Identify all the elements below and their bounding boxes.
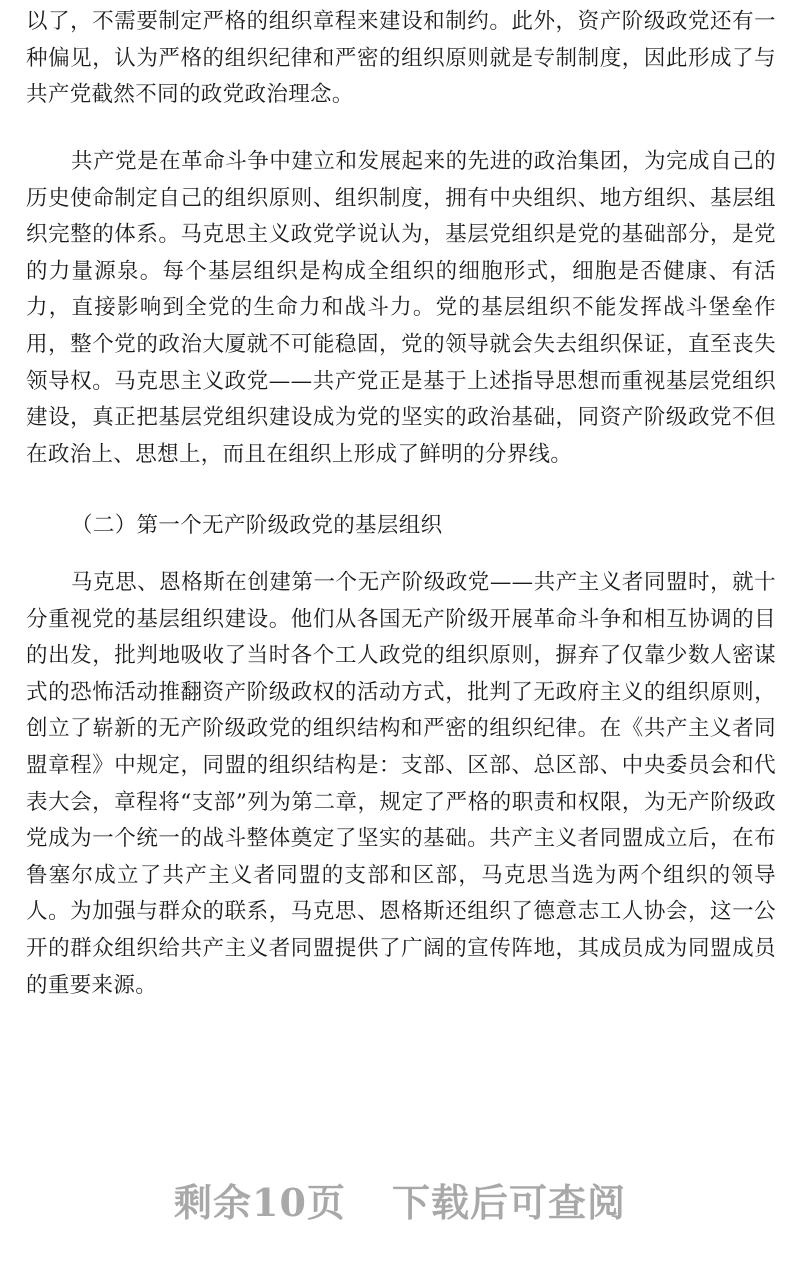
- download-hint-label[interactable]: 下载后可查阅: [391, 1180, 626, 1225]
- paragraph-continuation: 以了，不需要制定严格的组织章程来建设和制约。此外，资产阶级政党还有一种偏见，认为严格的组织纪律和严密的组织原则就是专制制度，因此形成了与共产党截然不同的政党政治理念。: [26, 9, 776, 108]
- download-prompt[interactable]: [0, 1172, 800, 1227]
- paragraph-communist-league: 马克思、恩格斯在创建第一个无产阶级政党——共产主义者同盟时，就十分重视党的基层组织建设。他们从各国无产阶级开展革命斗争和相互协调的目的出发，批判地吸收了当时各个工人政党的组织原则，摒弃了仅靠少数人密谋式的恐怖活动推翻资产阶级政权的活动方式，批判了无政府主义的组织原则，创立了崭新的无产阶级政党的组织结构和严密的组织纪律。在《共产主义者同盟章程》中规定，同盟的组织结构是：支部、区部、总区部、中央委员会和代表大会，章程将“支部”列为第二章，规定了严格的职责和权限，为无产阶级政党成为一个统一的战斗整体奠定了坚实的基础。共产主义者同盟成立后，在布鲁塞尔成立了共产主义者同盟的支部和区部，马克思当选为两个组织的领导人。为加强与群众的联系，马克思、恩格斯还组织了德意志工人协会，这一公开的群众组织给共产主义者同盟提供了广阔的宣传阵地，其成员成为同盟成员的重要来源。: [26, 570, 776, 998]
- section-heading: （二）第一个无产阶级政党的基层组织: [71, 513, 443, 538]
- paragraph-communist-party: 共产党是在革命斗争中建立和发展起来的先进的政治集团，为完成自己的历史使命制定自己的组织原则、组织制度，拥有中央组织、地方组织、基层组织完整的体系。马克思主义政党学说认为，基层党组织是党的基础部分，是党的力量源泉。每个基层组织是构成全组织的细胞形式，细胞是否健康、有活力，直接影响到全党的生命力和战斗力。党的基层组织不能发挥战斗堡垒作用，整个党的政治大厦就不可能稳固，党的领导就会失去组织保证，直至丧失领导权。马克思主义政党——共产党正是基于上述指导思想而重视基层党组织建设，真正把基层党组织建设成为党的坚实的政治基础，同资产阶级政党不但在政治上、思想上，而且在组织上形成了鲜明的分界线。: [26, 149, 776, 467]
- remaining-pages-label[interactable]: 剩余10页: [174, 1180, 346, 1225]
